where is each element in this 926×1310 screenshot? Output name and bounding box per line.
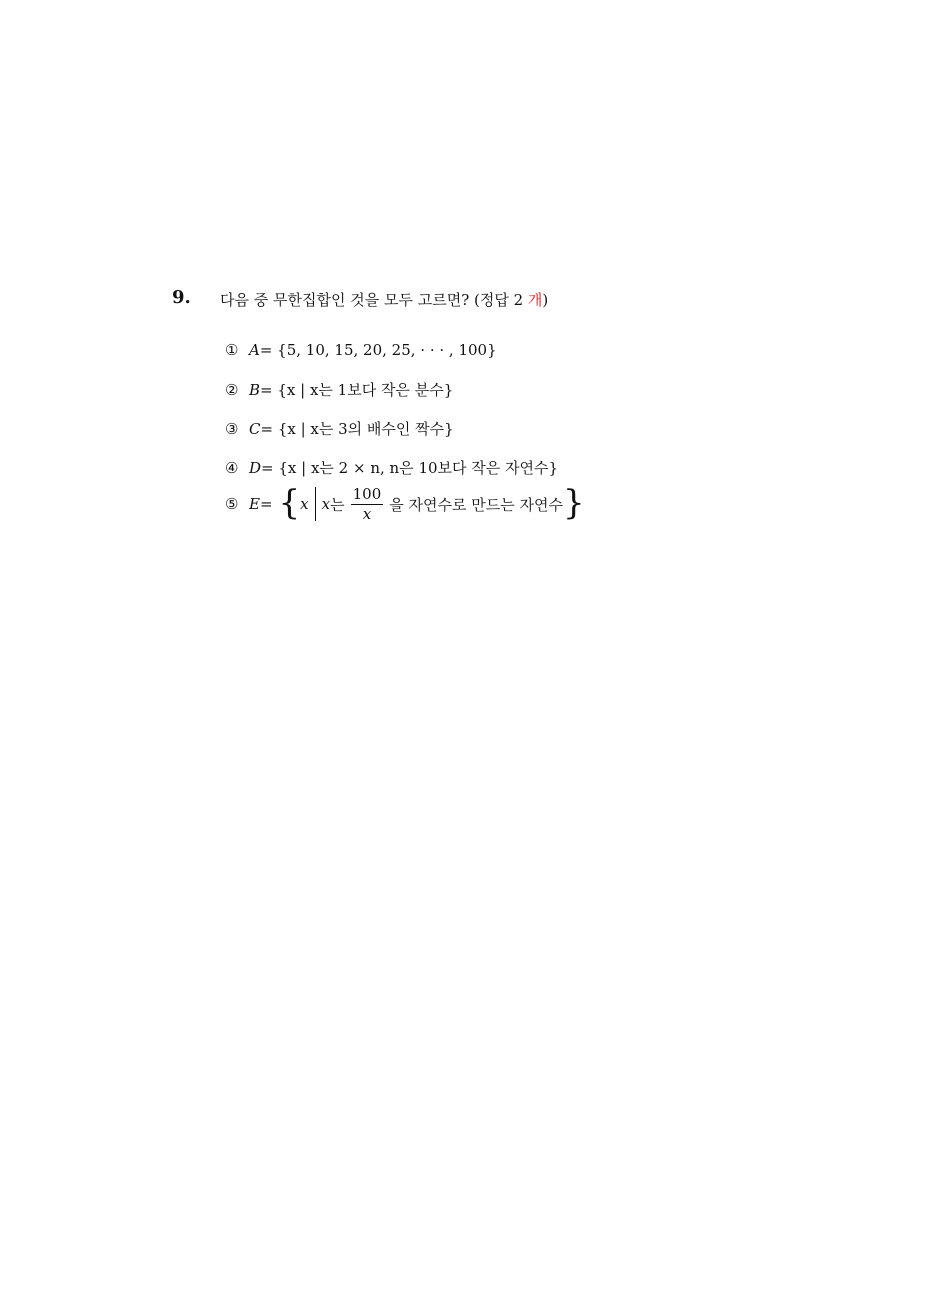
fraction-numerator: 100 bbox=[352, 485, 382, 503]
open-brace: { bbox=[278, 483, 301, 523]
choice-marker: ② bbox=[225, 380, 239, 399]
condition-var: x bbox=[321, 495, 331, 513]
choice-3[interactable] bbox=[225, 418, 454, 439]
choice-4[interactable] bbox=[225, 457, 558, 478]
choice-1[interactable] bbox=[225, 341, 497, 359]
such-that-bar bbox=[315, 487, 316, 521]
set-name: A bbox=[249, 341, 260, 359]
choice-5[interactable] bbox=[225, 483, 585, 523]
set-element-var: x bbox=[300, 495, 309, 513]
answer-count-highlight: 개 bbox=[527, 291, 543, 309]
set-definition: = {x | x는 2 × n, n은 10보다 작은 자연수} bbox=[261, 459, 559, 477]
fraction bbox=[351, 486, 384, 522]
choice-marker: ⑤ bbox=[225, 495, 239, 513]
set-name: C bbox=[249, 419, 261, 438]
set-name: D bbox=[249, 458, 262, 477]
set-name: E bbox=[249, 495, 260, 513]
question-stem-close: ) bbox=[542, 291, 549, 309]
fraction-denominator: x bbox=[362, 504, 372, 523]
choice-marker: ① bbox=[225, 341, 239, 359]
set-name: B bbox=[249, 380, 261, 399]
set-definition: = {x | x는 1보다 작은 분수} bbox=[260, 381, 454, 399]
close-brace: } bbox=[562, 483, 585, 523]
condition-suffix: 을 자연수로 만드는 자연수 bbox=[389, 495, 563, 514]
set-definition: = {x | x는 3의 배수인 짝수} bbox=[260, 420, 454, 438]
question-number: 9. bbox=[172, 287, 191, 308]
condition-prefix: 는 bbox=[330, 495, 345, 514]
question-stem-text: 다음 중 무한집합인 것을 모두 고르면? (정답 2 bbox=[220, 291, 528, 309]
choice-2[interactable] bbox=[225, 379, 453, 400]
choice-marker: ③ bbox=[225, 419, 239, 438]
equals-sign: = bbox=[259, 495, 273, 513]
set-definition: = {5, 10, 15, 20, 25, · · · , 100} bbox=[259, 341, 497, 359]
choice-marker: ④ bbox=[225, 458, 239, 477]
question-stem bbox=[220, 289, 548, 310]
